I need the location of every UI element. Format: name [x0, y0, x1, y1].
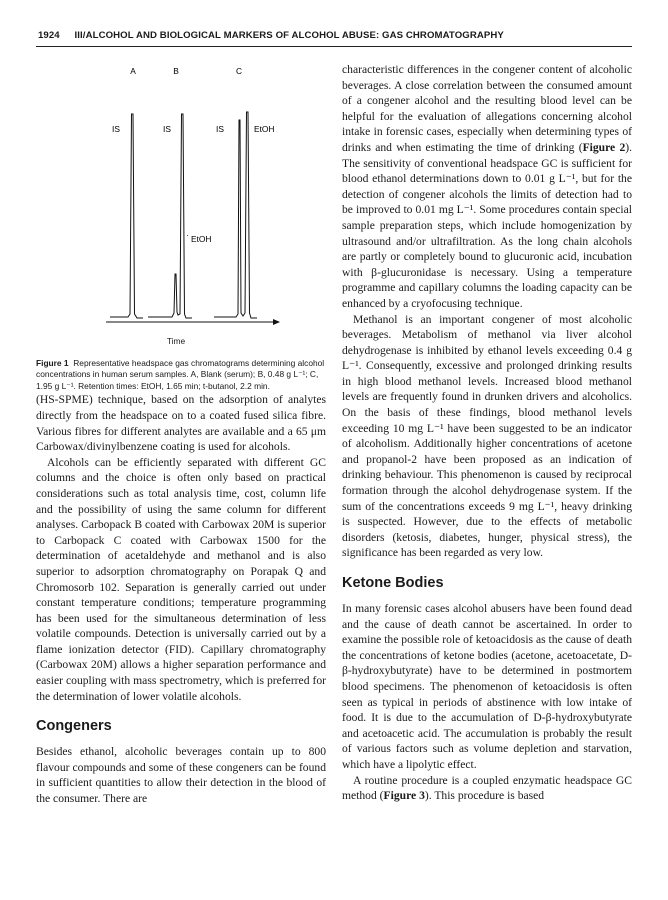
- panel-label-b: B: [173, 66, 179, 76]
- chromatogram-plot: [36, 62, 326, 334]
- left-paragraph-2: Alcohols can be efficiently separated with different GC columns and the choice is often only based on practical considerations such as total analysis time, cost, column life and the possibility of using the same column for different analyses. Carbopack B coated with Carbowax 20M is superior to Carbopack C coated with Carbowax 1500 for the determination of acetaldehyde and methanol and is also superior to adsorption chromatography on Porapak Q and Chromosorb 102. Separation is generally carried out under constant temperature conditions; temperature programming has been used for the simultaneous determination of less volatile compounds. Detection is universally carried out by a flame ionization detector (FID). Capillary chromatography (Carbowax 20M) allows a higher separation performance and easier coupling with mass spectrometry, which is preferred for the determination of lower volatile alcohols.: [36, 455, 326, 703]
- panel-label-c: C: [235, 66, 243, 76]
- peak-label-etoh-c: EtOH: [254, 124, 275, 134]
- right-paragraph-1-a: characteristic differences in the congener content of alcoholic beverages. A close correlation between the consumed amount of a congener alcohol and the resulting blood level can be helpful for the evaluation of allegations concerning alcohol intake in forensic cases, especially when determining types of drinks and when estimating the time of drinking (: [342, 63, 632, 154]
- figure-1-caption-text: Representative headspace gas chromatograms determining alcohol concentrations in human serum samples. A, Blank (serum); B, 0.48 g L⁻¹; C, 1.95 g L⁻¹. Retention times: EtOH, 1.65 min; t-butanol, 2.2 min.: [36, 357, 325, 391]
- right-paragraph-1: [342, 62, 632, 312]
- section-heading-congeners: Congeners: [36, 718, 112, 735]
- figure-1-caption-label: Figure 1: [36, 357, 69, 368]
- right-paragraph-2: Methanol is an important congener of most alcoholic beverages. Metabolism of methanol via liver alcohol dehydrogenase is inhibited by ethanol levels exceeding 0.4 g L⁻¹. Consequently, excessive and prolonged drinking results in high blood methanol levels. Increased blood methanol levels are frequently found in drunken drivers and alcoholics. On the basis of these findings, blood methanol levels exceeding 10 mg L⁻¹ have been suggested to be an indicator of alcoholism. Additionally higher concentrations of acetone and propanol-2 have been proposed as an indication of drinking behaviour. This phenomenon is caused by reciprocal formation through the alcohol dehydrogenase system. If the sum of the concentrations exceeds 9 mg L⁻¹, heavy drinking is suspected. However, due to the effects of metabolic disorders (ketosis, diabetes, hunger, physical stress), the significance has been regarded as very low.: [342, 312, 632, 560]
- running-title: III/ALCOHOL AND BIOLOGICAL MARKERS OF ALCOHOL ABUSE: GAS CHROMATOGRAPHY: [74, 30, 504, 41]
- right-paragraph-4-a: A routine procedure is a coupled enzymatic headspace GC method (: [342, 773, 632, 803]
- trace-a: [110, 114, 143, 318]
- figure-2-ref[interactable]: Figure 2: [582, 140, 626, 154]
- figure-3-ref[interactable]: Figure 3: [383, 789, 425, 803]
- peak-label-etoh-b: EtOH: [191, 234, 212, 244]
- right-paragraph-4-b: ). This procedure is based: [424, 789, 545, 803]
- peak-label-is-b: IS: [163, 124, 171, 134]
- right-paragraph-1-b: ). The sensitivity of conventional headspace GC is sufficient for blood ethanol determinations down to 0.01 g L⁻¹, but for the detection of congener alcohols the limits of detection had to be improved to 0.01 mg L⁻¹. Some procedures contain special sample preparation steps, which include homogenization by ultrasound and/or ultrafiltration. As the long chain alcohols are partly or completely bound to glucuronic acid, incubation with β-glucuronidase is necessary. Using a temperature programme and capillary columns the loading capacity can be enhanced by a cryofocusing technique.: [342, 140, 633, 310]
- peak-label-is-c: IS: [216, 124, 224, 134]
- right-paragraph-3: In many forensic cases alcohol abusers have been found dead and the cause of death cannot be ascertained. In order to examine the possible role of ketoacidosis as the cause of death the concentrations of ketone bodies (acetone, acetoacetate, D-β-hydroxybutyrate) have to be determined in postmortem blood specimens. The phenomenon of ketoacidosis is often seen as typical in periods of abstinence with low intake of food. It is due to the accumulation of D-β-hydroxybutyrate and acetoacetic acid. The accumulation is probably the result of various factors such as volume depletion and starvation, which have a lipolytic effect.: [342, 602, 632, 771]
- figure-1: [36, 62, 326, 334]
- trace-c: [214, 112, 257, 318]
- peak-label-is-a: IS: [112, 124, 120, 134]
- right-paragraph-4: [342, 773, 632, 804]
- panel-label-a: A: [130, 66, 136, 76]
- left-column: [36, 62, 326, 807]
- figure-1-caption: [36, 358, 326, 393]
- etoh-b-marker: ·: [186, 230, 189, 240]
- header-rule: [36, 46, 632, 47]
- trace-b: [148, 114, 192, 318]
- right-column: [342, 62, 632, 804]
- axis-title-time: Time: [166, 336, 186, 346]
- page-number: 1924: [38, 30, 60, 41]
- running-header: [38, 30, 630, 41]
- time-axis-arrow: [273, 319, 280, 325]
- left-paragraph-1: (HS-SPME) technique, based on the adsorption of analytes directly from the headspace on to a coated fused silica fibre. Various fibres for different analytes are available and a 65 μm Carbowax/divinylbenzene coating is used for alcohols.: [36, 393, 326, 454]
- left-paragraph-3: Besides ethanol, alcoholic beverages contain up to 800 flavour compounds and some of these congeners can be found in sufficient quantities to allow their detection in the blood of the consumer. There are: [36, 745, 326, 806]
- section-heading-ketone-bodies: Ketone Bodies: [342, 575, 444, 591]
